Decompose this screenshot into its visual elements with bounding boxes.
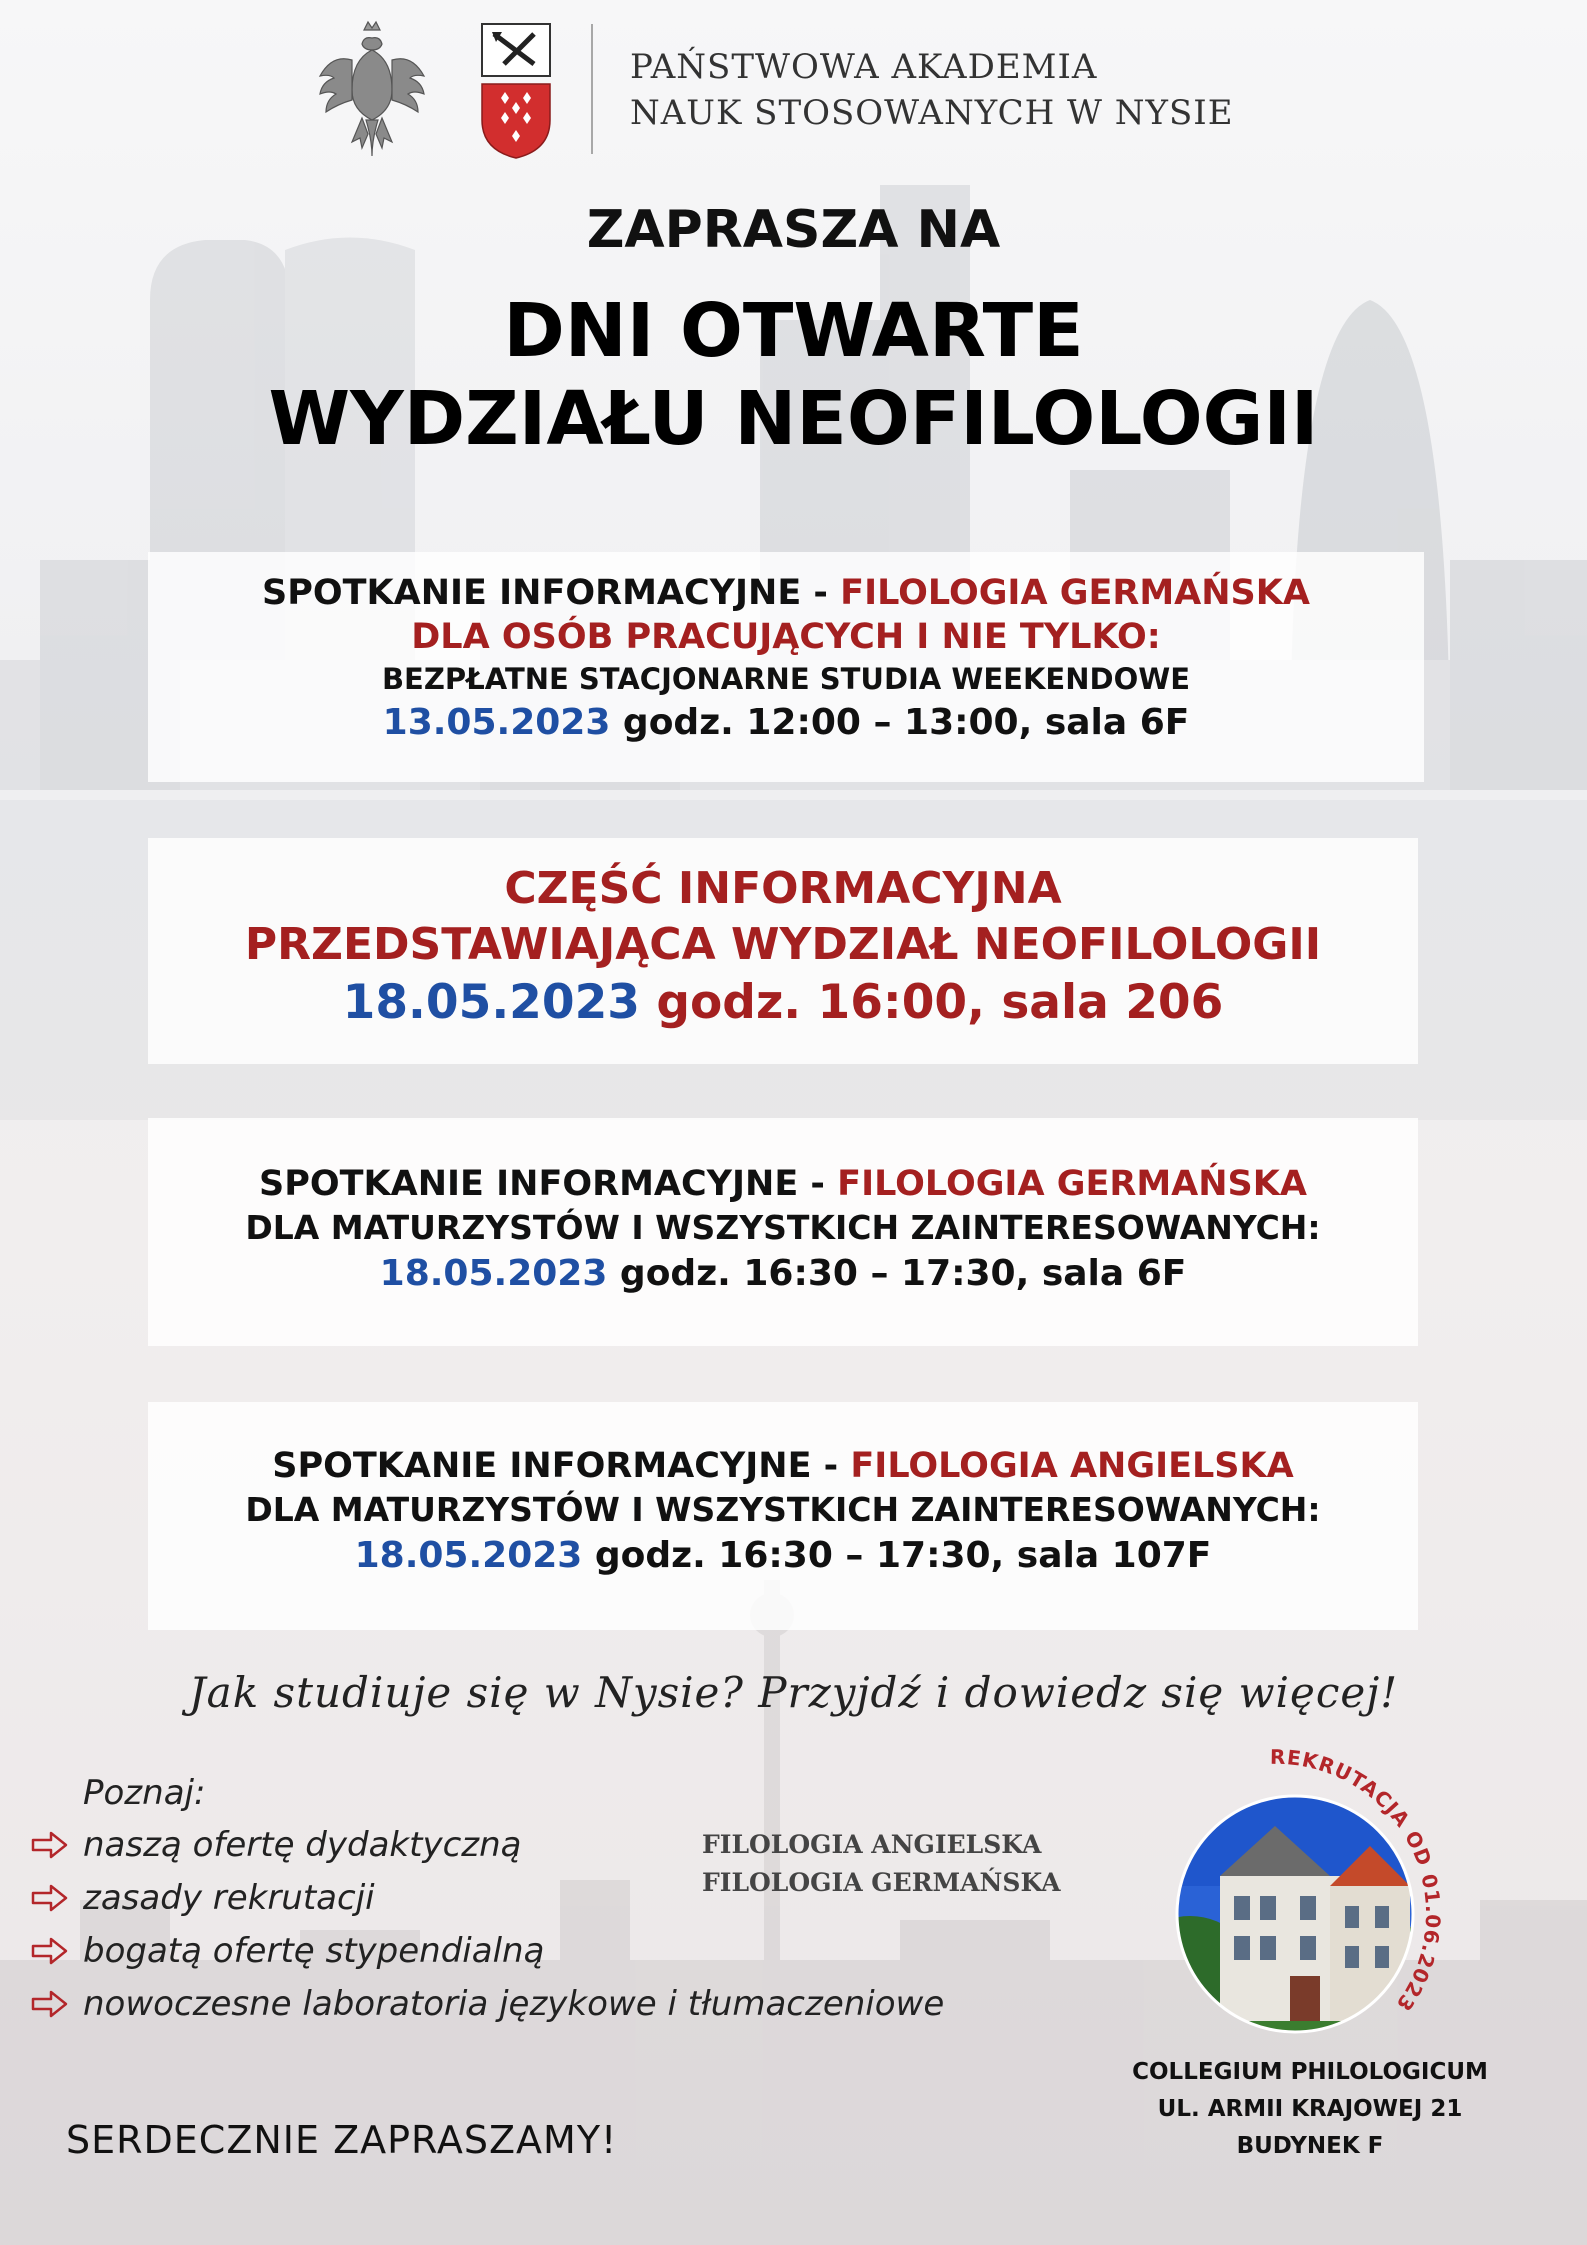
address-block	[1100, 2054, 1520, 2165]
event-date: 18.05.2023	[379, 1253, 608, 1294]
event-datetime	[148, 973, 1418, 1033]
event-title-prefix: SPOTKANIE INFORMACYJNE -	[272, 1446, 851, 1486]
address-line2: UL. ARMII KRAJOWEJ 21	[1157, 2096, 1463, 2122]
event-field: FILOLOGIA ANGIELSKA	[850, 1446, 1294, 1486]
event-datetime	[148, 1532, 1418, 1580]
header-divider	[591, 24, 593, 154]
event-time-place: godz. 16:30 – 17:30, sala 107F	[582, 1535, 1212, 1576]
fields-of-study	[702, 1826, 1061, 1902]
field-english: FILOLOGIA ANGIELSKA	[702, 1830, 1042, 1859]
tagline: Jak studiuje się w Nysie? Przyjdź i dowiedz się więcej!	[188, 1668, 1399, 1717]
list-item-label: bogatą ofertę stypendialną	[83, 1930, 545, 1971]
event-box-english-graduates	[148, 1402, 1418, 1630]
event-title	[148, 1444, 1418, 1488]
header	[0, 20, 1587, 170]
event-title	[148, 1162, 1418, 1206]
invite-heading: ZAPRASZA NA	[586, 200, 1001, 260]
event-time-place: godz. 12:00 – 13:00, sala 6F	[610, 702, 1190, 743]
address-line1: COLLEGIUM PHILOLOGICUM	[1132, 2059, 1488, 2085]
event-datetime	[148, 1250, 1418, 1298]
event-date: 18.05.2023	[354, 1535, 583, 1576]
event-box-faculty-info	[148, 838, 1418, 1064]
event-field: FILOLOGIA GERMAŃSKA	[840, 573, 1310, 613]
event-audience: DLA MATURZYSTÓW I WSZYSTKICH ZAINTERESOWANYCH:	[245, 1208, 1321, 1247]
event-subtitle: PRZEDSTAWIAJĄCA WYDZIAŁ NEOFILOLOGII	[244, 919, 1322, 970]
closing-invitation: SERDECZNIE ZAPRASZAMY!	[66, 2118, 618, 2162]
address-line3: BUDYNEK F	[1236, 2133, 1384, 2159]
arrow-right-icon	[30, 1989, 70, 2019]
event-datetime	[148, 699, 1424, 747]
university-name-line1: PAŃSTWOWA AKADEMIA	[630, 47, 1098, 87]
event-box-german-graduates	[148, 1118, 1418, 1346]
list-item-label: naszą ofertę dydaktyczną	[83, 1824, 522, 1865]
list-item	[30, 1977, 944, 2030]
nysa-crest-icon	[476, 20, 556, 160]
building-photo	[1150, 1736, 1490, 2076]
polish-eagle-emblem	[316, 20, 428, 160]
event-box-german-weekend	[148, 552, 1424, 782]
field-german: FILOLOGIA GERMAŃSKA	[702, 1868, 1061, 1897]
main-title-line1: DNI OTWARTE	[503, 288, 1084, 374]
discover-heading: Poznaj:	[83, 1773, 206, 1813]
arrow-right-icon	[30, 1936, 70, 1966]
university-name-line2: NAUK STOSOWANYCH W NYSIE	[630, 93, 1234, 133]
event-audience: DLA OSÓB PRACUJĄCYCH I NIE TYLKO:	[411, 617, 1161, 657]
event-title-prefix: SPOTKANIE INFORMACYJNE -	[259, 1164, 838, 1204]
main-title-line2: WYDZIAŁU NEOFILOLOGII	[268, 376, 1319, 462]
list-item	[30, 1924, 944, 1977]
recruitment-badge: REKRUTACJA OD 01.06.2023	[1269, 1744, 1446, 2017]
event-time-place: godz. 16:30 – 17:30, sala 6F	[607, 1253, 1187, 1294]
event-description: BEZPŁATNE STACJONARNE STUDIA WEEKENDOWE	[381, 662, 1191, 696]
event-date: 13.05.2023	[382, 702, 611, 743]
event-title: CZĘŚĆ INFORMACYJNA	[504, 863, 1062, 914]
event-audience: DLA MATURZYSTÓW I WSZYSTKICH ZAINTERESOWANYCH:	[245, 1490, 1321, 1529]
event-date: 18.05.2023	[342, 975, 640, 1030]
arrow-right-icon	[30, 1883, 70, 1913]
event-title	[148, 571, 1424, 615]
arrow-right-icon	[30, 1830, 70, 1860]
event-time-place: godz. 16:00, sala 206	[640, 975, 1224, 1030]
event-title-prefix: SPOTKANIE INFORMACYJNE -	[262, 573, 841, 613]
list-item-label: zasady rekrutacji	[83, 1877, 375, 1918]
university-name	[630, 44, 1234, 136]
event-field: FILOLOGIA GERMAŃSKA	[837, 1164, 1307, 1204]
list-item-label: nowoczesne laboratoria językowe i tłumaczeniowe	[83, 1983, 945, 2024]
